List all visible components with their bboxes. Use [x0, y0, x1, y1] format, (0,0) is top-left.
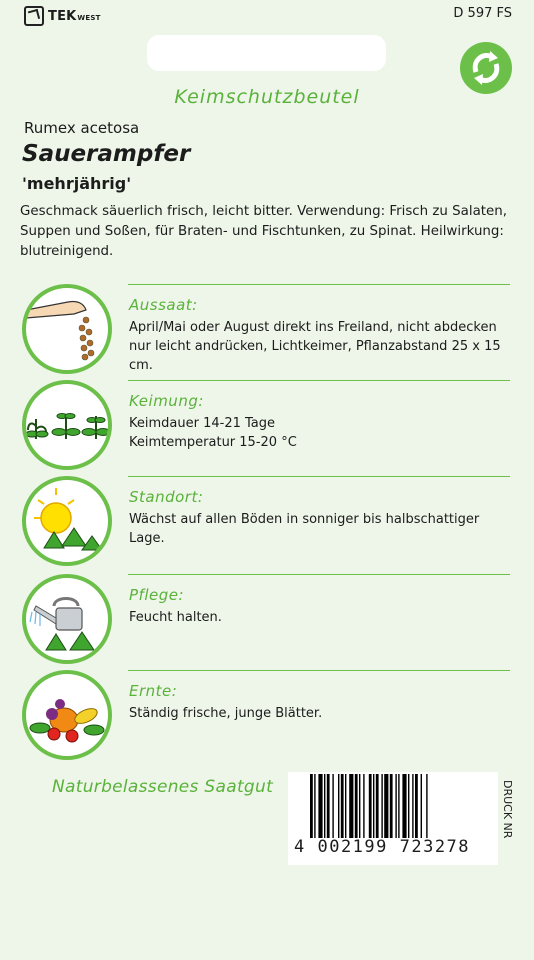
row-title: Standort: — [129, 488, 204, 506]
row-title: Keimung: — [129, 392, 204, 410]
row-text: Wächst auf allen Böden in sonniger bis halbschattiger Lage. — [129, 512, 480, 546]
info-row-ernte — [20, 670, 518, 766]
row-text: Keimdauer 14-21 Tage Keimtemperatur 15-20 °C — [129, 416, 297, 450]
druck-nr: DRUCK NR — [501, 780, 514, 839]
ean-number: 4 002199 723278 — [294, 837, 471, 857]
barcode-bars — [288, 772, 498, 840]
info-row-keimung — [20, 380, 518, 476]
seedlings-icon — [22, 380, 112, 470]
brand-logo: TEKWEST — [24, 6, 101, 26]
row-title: Aussaat: — [129, 296, 198, 314]
info-row-pflege — [20, 574, 518, 670]
latin-name: Rumex acetosa — [24, 119, 140, 137]
label-box — [147, 35, 386, 71]
info-row-standort — [20, 476, 518, 572]
row-text: Ständig frische, junge Blätter. — [129, 706, 323, 721]
info-row-aussaat — [20, 284, 518, 380]
row-title: Pflege: — [129, 586, 185, 604]
row-text: Feucht halten. — [129, 610, 222, 625]
product-code: D 597 FS — [453, 6, 512, 21]
row-title: Ernte: — [129, 682, 178, 700]
plant-description: Geschmack säuerlich frisch, leicht bitter. Verwendung: Frisch zu Salaten, Suppen und Soßen, für Braten- und Fischtunken, zu Spinat. Heilwirkung: blutreinigend. — [20, 204, 508, 259]
harvest-basket-icon — [22, 670, 112, 760]
tek-logo-icon — [24, 6, 44, 26]
watering-can-icon — [22, 574, 112, 664]
sun-plants-icon — [22, 476, 112, 566]
header — [0, 0, 534, 110]
plant-variety: 'mehrjährig' — [22, 174, 132, 193]
barcode — [288, 772, 498, 865]
plant-name: Sauerampfer — [22, 141, 191, 167]
sowing-hand-icon — [22, 284, 112, 374]
row-text: April/Mai oder August direkt ins Freiland, nicht abdecken nur leicht andrücken, Lichtkeimer, Pflanzabstand 25 x 15 cm. — [129, 320, 501, 373]
natur-slogan: Naturbelassenes Saatgut — [52, 777, 274, 797]
subhead: Keimschutzbeutel — [174, 86, 360, 108]
